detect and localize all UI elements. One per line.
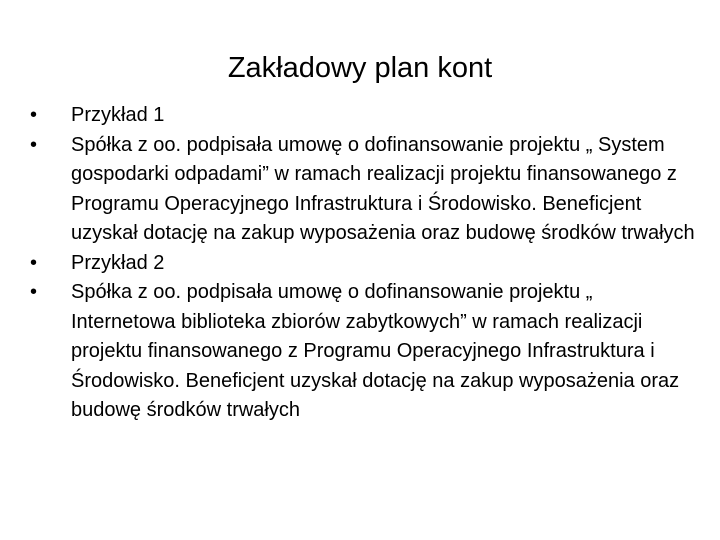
bullet-dot: • [30,251,38,274]
bullet-dot: • [30,281,38,303]
bullet-text: Przykład 2 [71,251,165,274]
bullet-dot: • [30,104,38,126]
bullet-item-example-1 [30,101,700,131]
bullet-dot: • [30,133,38,156]
bullet-item-example-2 [30,249,700,279]
bullet-text: Przykład 1 [71,104,165,126]
bullet-list [30,101,700,426]
slide-title [0,50,720,86]
bullet-text: Spółka z oo. podpisała umowę o dofinansowanie projektu „ Internetowa biblioteka zbiorów zabytkowych” w ramach realizacji projektu finansowanego z Programu Operacyjnego Infrastruktura i Środowisko. Beneficjent uzyskał dotację na zakup wyposażenia oraz budowę środków trwałych [71,281,680,421]
bullet-item-description-1 [30,131,700,249]
bullet-text: Spółka z oo. podpisała umowę o dofinansowanie projektu „ System gospodarki odpadami” w ramach realizacji projektu finansowanego z Programu Operacyjnego Infrastruktura i Środowisko. Beneficjent uzyskał dotację na zakup wyposażenia oraz budowę środków trwałych [71,133,695,244]
bullet-item-description-2 [30,278,700,426]
slide-title-text: Zakładowy plan kont [227,52,493,84]
